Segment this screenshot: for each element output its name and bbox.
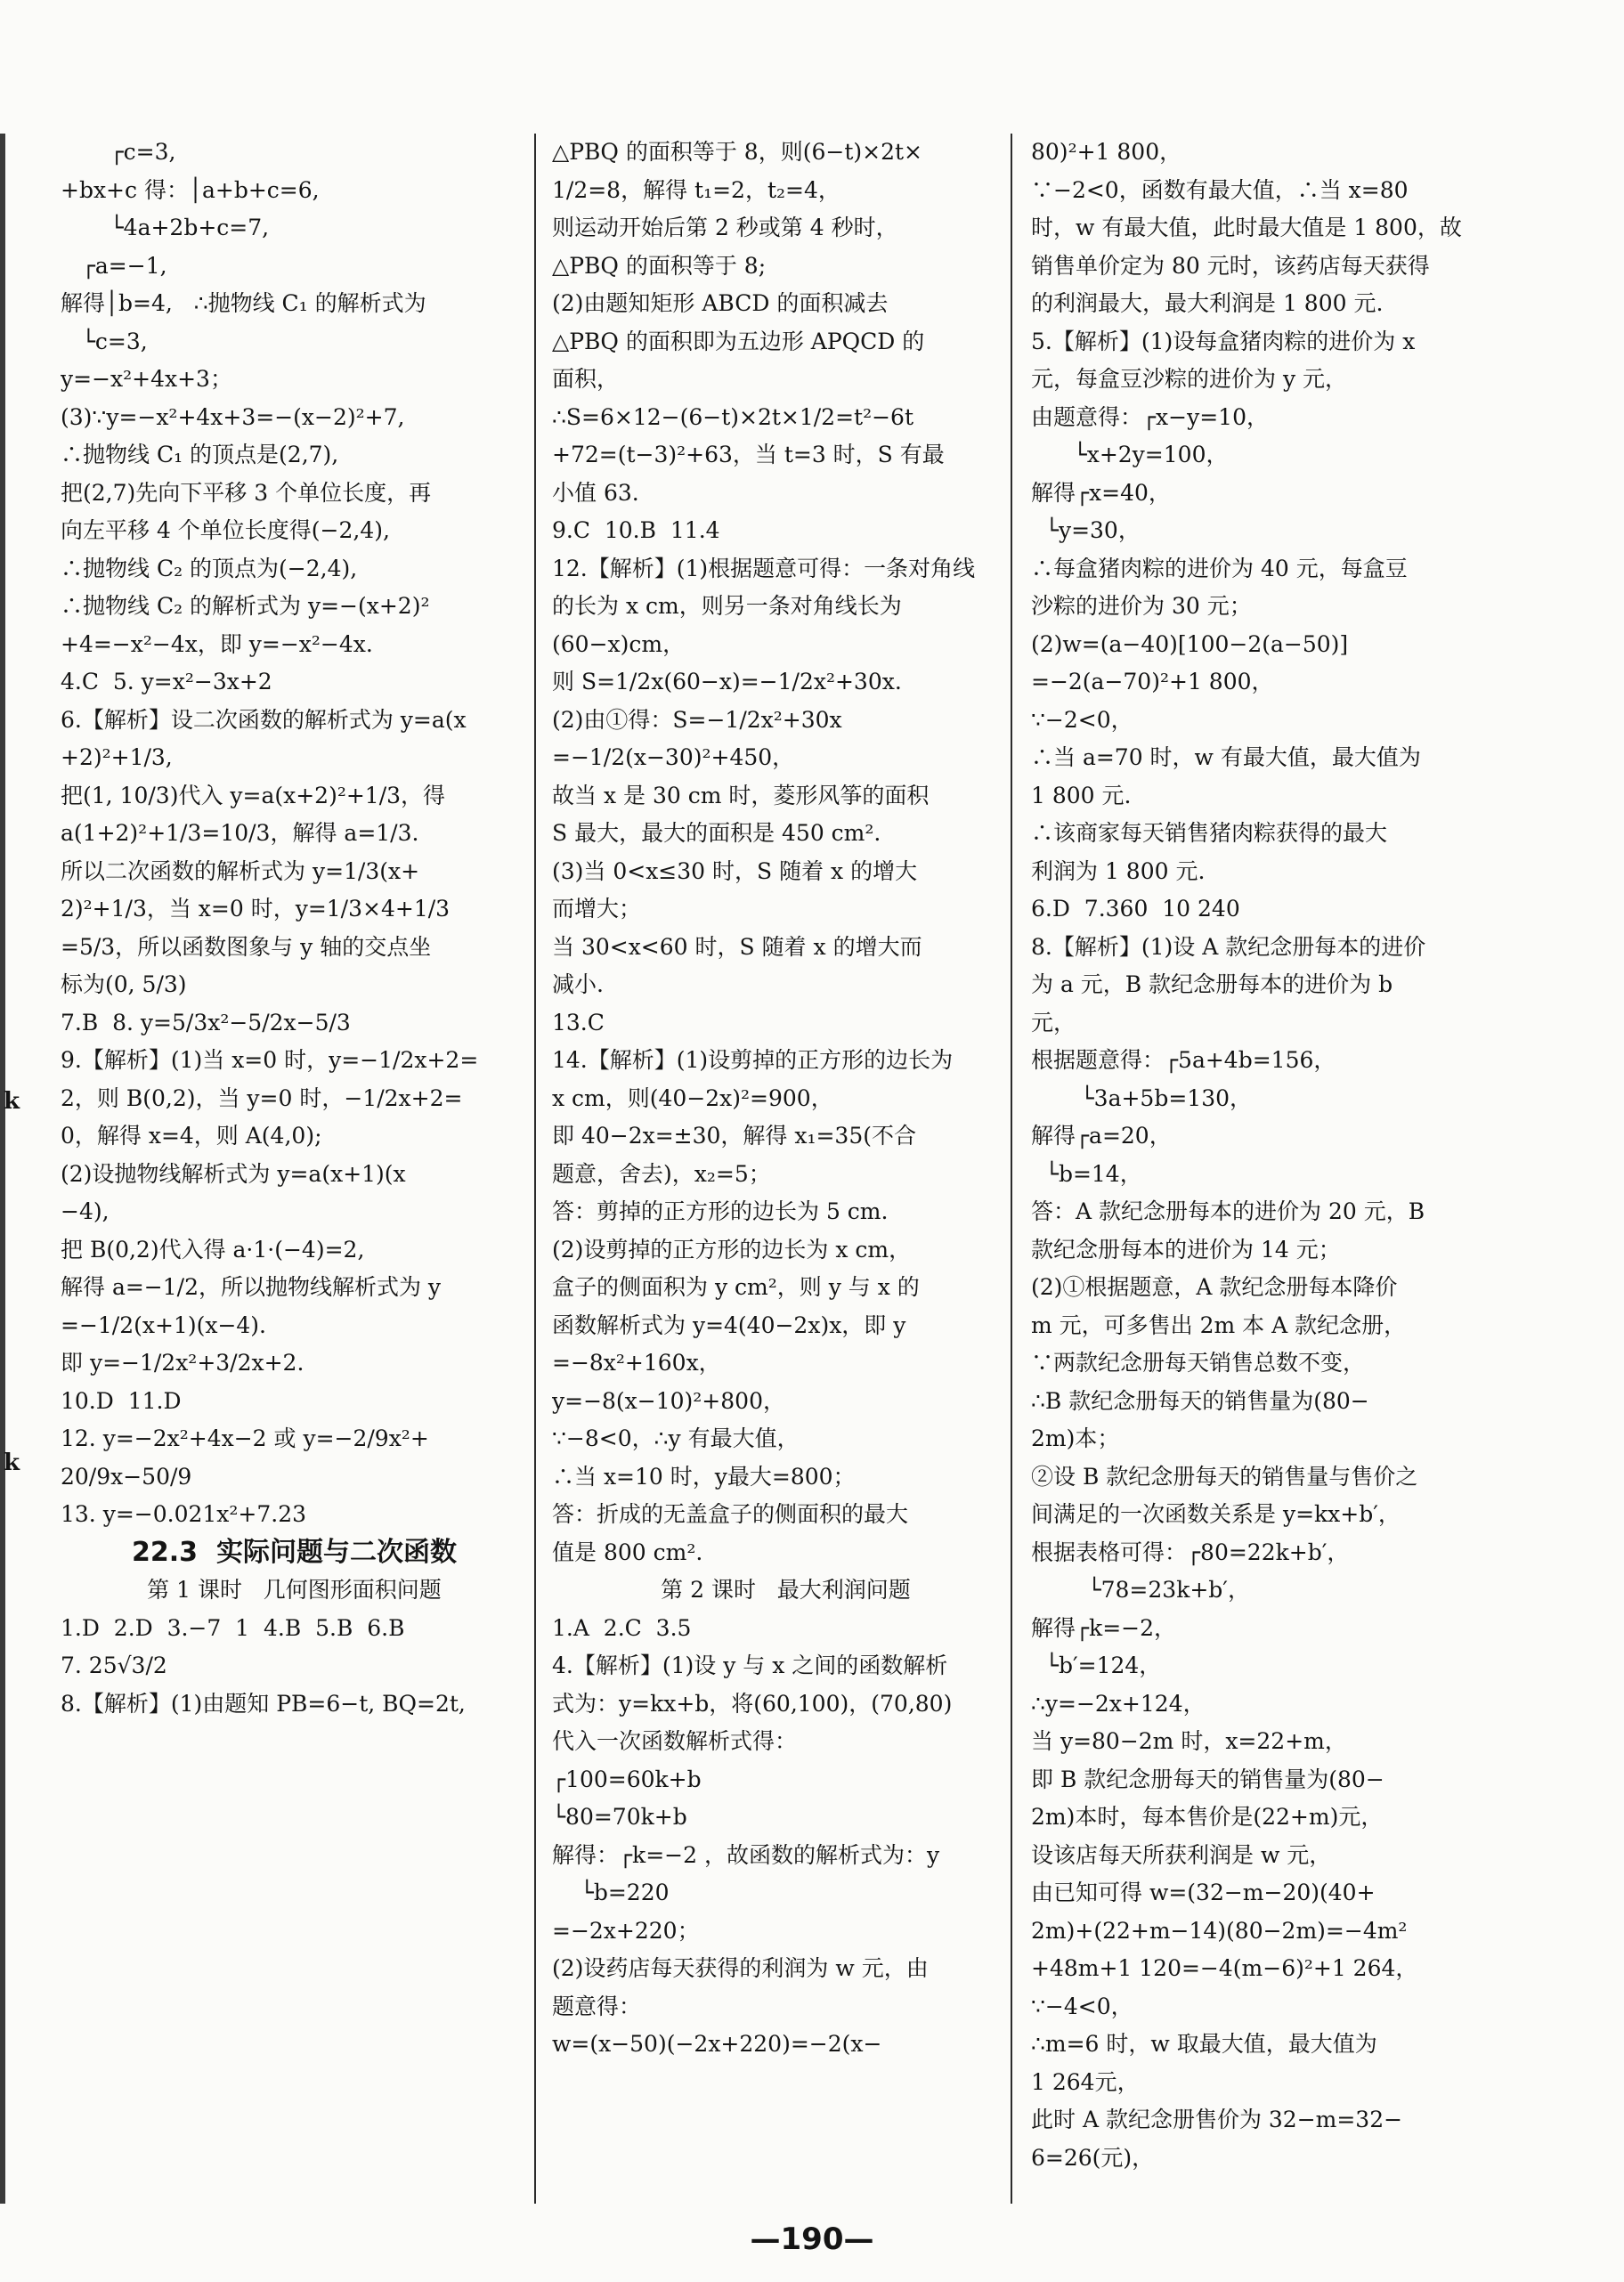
text-line: ∵−4<0，	[1031, 1993, 1133, 2019]
text-line: (2)设抛物线解析式为 y=a(x+1)(x	[61, 1160, 406, 1187]
text-line: ②设 B 款纪念册每天的销售量与售价之	[1031, 1463, 1418, 1490]
text-line: 间满足的一次函数关系是 y=kx+b′，	[1031, 1501, 1401, 1527]
text-line: └b=220	[552, 1880, 670, 1905]
text-line: ∵−2<0，函数有最大值，∴当 x=80	[1031, 176, 1409, 203]
text-line: 1.D 2.D 3.−7 1 4.B 5.B 6.B	[61, 1614, 405, 1641]
text-line: 2m)本；	[1031, 1425, 1120, 1451]
text-line: 式为：y=kx+b，将(60,100)，(70,80)	[552, 1690, 953, 1717]
text-line: └c=3,	[61, 328, 148, 354]
text-line: 1/2=8，解得 t₁=2，t₂=4，	[552, 176, 840, 203]
text-line: +2)²+1/3,	[61, 744, 173, 770]
text-line: 0，解得 x=4，则 A(4,0);	[61, 1123, 322, 1149]
text-line: 解得┌k=−2，	[1031, 1614, 1177, 1641]
text-line: △PBQ 的面积等于 8;	[552, 252, 767, 279]
text-column-middle	[552, 134, 1019, 2064]
text-line: └78=23k+b′，	[1031, 1577, 1250, 1603]
text-line: 8.【解析】(1)由题知 PB=6−t, BQ=2t,	[61, 1690, 466, 1717]
text-line: 1.A 2.C 3.5	[552, 1614, 692, 1641]
text-line: 14.【解析】(1)设剪掉的正方形的边长为	[552, 1047, 954, 1073]
text-line: ∴抛物线 C₂ 的解析式为 y=−(x+2)²	[61, 593, 430, 619]
text-line: 为 a 元，B 款纪念册每本的进价为 b	[1031, 971, 1393, 997]
text-line: 解得│b=4, ∴抛物线 C₁ 的解析式为	[61, 290, 426, 316]
text-line: =−1/2(x+1)(x−4).	[61, 1312, 266, 1338]
text-line: 标为(0, 5/3)	[61, 971, 187, 997]
text-line: └3a+5b=130，	[1031, 1084, 1253, 1111]
text-line: 当 y=80−2m 时，x=22+m，	[1031, 1728, 1347, 1754]
text-line: +72=(t−3)²+63，当 t=3 时，S 有最	[552, 442, 945, 467]
text-line: 80)²+1 800，	[1031, 139, 1182, 165]
text-line: 6.【解析】设二次函数的解析式为 y=a(x	[61, 706, 467, 733]
text-line: 2)²+1/3，当 x=0 时，y=1/3×4+1/3	[61, 896, 451, 922]
text-column-left	[61, 134, 528, 1723]
text-line: ┌100=60k+b	[552, 1766, 702, 1792]
text-line: 设该店每天所获利润是 w 元，	[1031, 1841, 1332, 1868]
text-line: 9.C 10.B 11.4	[552, 517, 720, 543]
text-line: ∴每盒猪肉粽的进价为 40 元，每盒豆	[1031, 555, 1408, 581]
binding-edge	[0, 134, 5, 2204]
text-line: 即 40−2x=±30，解得 x₁=35(不合	[552, 1123, 916, 1149]
text-line: 解得┌a=20，	[1031, 1123, 1172, 1149]
text-line: 答：折成的无盖盒子的侧面积的最大	[552, 1501, 909, 1527]
text-line: ∵两款纪念册每天销售总数不变，	[1031, 1350, 1366, 1376]
column-divider	[534, 134, 536, 2204]
text-line: 解得：┌k=−2 ，故函数的解析式为：y	[552, 1841, 940, 1868]
text-line: └y=30，	[1031, 517, 1141, 543]
text-line: 利润为 1 800 元.	[1031, 857, 1206, 884]
text-line: 此时 A 款纪念册售价为 32−m=32−	[1031, 2107, 1403, 2132]
text-line: S 最大，最大的面积是 450 cm².	[552, 820, 881, 846]
text-line: ∴B 款纪念册每天的销售量为(80−	[1031, 1387, 1369, 1414]
text-line: 13. y=−0.021x²+7.23	[61, 1501, 307, 1527]
text-line: △PBQ 的面积等于 8，则(6−t)×2t×	[552, 139, 922, 165]
text-line: 把 B(0,2)代入得 a·1·(−4)=2,	[61, 1236, 365, 1263]
text-line: 2m)+(22+m−14)(80−2m)=−4m²	[1031, 1917, 1408, 1944]
text-line: 5.【解析】(1)设每盒猪肉粽的进价为 x	[1031, 328, 1416, 354]
text-line: 4.C 5. y=x²−3x+2	[61, 669, 272, 694]
text-line: 2m)本时，每本售价是(22+m)元，	[1031, 1804, 1384, 1830]
text-line: 即 B 款纪念册每天的销售量为(80−	[1031, 1766, 1384, 1792]
text-line: +bx+c 得：│a+b+c=6,	[61, 176, 320, 203]
text-line: 12. y=−2x²+4x−2 或 y=−2/9x²+	[61, 1425, 429, 1451]
text-line: y=−8(x−10)²+800，	[552, 1387, 785, 1414]
text-line: (2)①根据题意，A 款纪念册每本降价	[1031, 1274, 1398, 1300]
text-line: 把(2,7)先向下平移 3 个单位长度，再	[61, 479, 432, 506]
text-line: 题意得：	[552, 1993, 642, 2019]
margin-mark: k	[4, 1450, 20, 1476]
text-line: (2)设药店每天获得的利润为 w 元，由	[552, 1955, 929, 1981]
text-line: △PBQ 的面积即为五边形 APQCD 的	[552, 328, 925, 354]
text-line: 元，	[1031, 1009, 1076, 1035]
text-line: 第 1 课时 几何图形面积问题	[147, 1577, 442, 1603]
text-line: 答：A 款纪念册每本的进价为 20 元，B	[1031, 1198, 1425, 1224]
text-line: 13.C	[552, 1009, 605, 1035]
text-line: 所以二次函数的解析式为 y=1/3(x+	[61, 857, 420, 884]
text-line: 把(1, 10/3)代入 y=a(x+2)²+1/3，得	[61, 782, 446, 808]
text-line: 第 2 课时 最大利润问题	[661, 1577, 911, 1603]
text-line: 答：剪掉的正方形的边长为 5 cm.	[552, 1198, 889, 1224]
text-line: 面积，	[552, 366, 620, 392]
text-line: (3)当 0<x≤30 时，S 随着 x 的增大	[552, 857, 918, 884]
text-line: ∴该商家每天销售猪肉粽获得的最大	[1031, 820, 1388, 846]
text-line: 由已知可得 w=(32−m−20)(40+	[1031, 1880, 1376, 1905]
text-line: 7. 25√3/2	[61, 1653, 167, 1678]
text-line: ∵−8<0，∴y 有最大值，	[552, 1425, 800, 1451]
text-line: +4=−x²−4x，即 y=−x²−4x.	[61, 630, 373, 657]
text-line: 根据题意得：┌5a+4b=156，	[1031, 1047, 1336, 1073]
text-line: 4.【解析】(1)设 y 与 x 之间的函数解析	[552, 1653, 948, 1678]
text-line: 当 30<x<60 时，S 随着 x 的增大而	[552, 933, 922, 960]
text-line: 题意，舍去)，x₂=5；	[552, 1160, 771, 1187]
text-line: (2)由题知矩形 ABCD 的面积减去	[552, 290, 889, 316]
text-line: x cm，则(40−2x)²=900，	[552, 1084, 833, 1111]
text-line: ∴当 a=70 时，w 有最大值，最大值为	[1031, 744, 1421, 770]
margin-mark: k	[4, 1088, 20, 1115]
text-line: 代入一次函数解析式得：	[552, 1728, 798, 1754]
text-line: 1 800 元.	[1031, 782, 1132, 808]
text-line: 而增大；	[552, 896, 642, 922]
text-line: └b=14，	[1031, 1160, 1142, 1187]
text-line: 9.【解析】(1)当 x=0 时，y=−1/2x+2=	[61, 1047, 479, 1073]
text-line: 解得┌x=40，	[1031, 479, 1171, 506]
text-line: ┌a=−1,	[61, 252, 167, 279]
text-line: 6=26(元)，	[1031, 2144, 1155, 2171]
text-line: +48m+1 120=−4(m−6)²+1 264，	[1031, 1955, 1418, 1981]
text-line: 则 S=1/2x(60−x)=−1/2x²+30x.	[552, 669, 902, 694]
text-line: y=−x²+4x+3；	[61, 366, 232, 392]
text-line: m 元，可多售出 2m 本 A 款纪念册，	[1031, 1312, 1407, 1338]
text-line: └80=70k+b	[552, 1804, 687, 1830]
text-line: ∴当 x=10 时，y最大=800；	[552, 1463, 856, 1490]
text-line: 函数解析式为 y=4(40−2x)x，即 y	[552, 1312, 906, 1338]
text-line: 6.D 7.360 10 240	[1031, 896, 1240, 922]
text-line: 向左平移 4 个单位长度得(−2,4),	[61, 517, 390, 543]
text-column-right	[1031, 134, 1498, 2177]
text-line: (2)设剪掉的正方形的边长为 x cm，	[552, 1236, 912, 1263]
text-line: 的长为 x cm，则另一条对角线长为	[552, 593, 902, 619]
text-line: 减小.	[552, 971, 604, 997]
text-line: ∴m=6 时，w 取最大值，最大值为	[1031, 2031, 1377, 2057]
text-line: 小值 63.	[552, 479, 639, 506]
text-line: a(1+2)²+1/3=10/3，解得 a=1/3.	[61, 820, 419, 846]
text-line: 8.【解析】(1)设 A 款纪念册每本的进价	[1031, 933, 1426, 960]
text-line: 即 y=−1/2x²+3/2x+2.	[61, 1350, 304, 1376]
text-line: =−2(a−70)²+1 800，	[1031, 669, 1274, 694]
text-line: 故当 x 是 30 cm 时，菱形风筝的面积	[552, 782, 930, 808]
text-line: 元，每盒豆沙粽的进价为 y 元，	[1031, 366, 1348, 392]
text-line: ∴抛物线 C₁ 的顶点是(2,7),	[61, 442, 339, 467]
text-line: 10.D 11.D	[61, 1387, 182, 1414]
text-line: 由题意得：┌x−y=10，	[1031, 403, 1269, 430]
text-line: ∴抛物线 C₂ 的顶点为(−2,4),	[61, 555, 358, 581]
text-line: (3)∵y=−x²+4x+3=−(x−2)²+7,	[61, 403, 405, 430]
text-line: 20/9x−50/9	[61, 1463, 192, 1490]
text-line: 1 264元，	[1031, 2068, 1140, 2095]
text-line: 22.3 实际问题与二次函数	[132, 1536, 457, 1568]
text-line: 值是 800 cm².	[552, 1539, 703, 1565]
text-line: 7.B 8. y=5/3x²−5/2x−5/3	[61, 1009, 351, 1035]
text-line: 12.【解析】(1)根据题意可得：一条对角线	[552, 555, 976, 581]
text-line: =−1/2(x−30)²+450，	[552, 744, 795, 770]
text-line: =−8x²+160x，	[552, 1350, 721, 1376]
page-number: —190—	[750, 2221, 874, 2257]
text-line: ∵−2<0，	[1031, 706, 1133, 733]
text-line: └b′=124，	[1031, 1653, 1162, 1678]
text-line: −4),	[61, 1198, 110, 1224]
text-line: (2)w=(a−40)[100−2(a−50)]	[1031, 630, 1349, 657]
text-line: └x+2y=100，	[1031, 442, 1229, 467]
text-line: 沙粽的进价为 30 元；	[1031, 593, 1252, 619]
text-line: =−2x+220；	[552, 1917, 700, 1944]
text-line: (2)由①得：S=−1/2x²+30x	[552, 706, 842, 733]
text-line: 2，则 B(0,2)，当 y=0 时，−1/2x+2=	[61, 1084, 463, 1111]
text-line: 盒子的侧面积为 y cm²，则 y 与 x 的	[552, 1274, 920, 1300]
text-line: 的利润最大，最大利润是 1 800 元.	[1031, 290, 1384, 316]
text-line: (60−x)cm，	[552, 630, 686, 657]
text-line: =5/3，所以函数图象与 y 轴的交点坐	[61, 933, 432, 960]
text-line: ∴S=6×12−(6−t)×2t×1/2=t²−6t	[552, 403, 914, 430]
text-line: 款纪念册每本的进价为 14 元；	[1031, 1236, 1341, 1263]
text-line: 则运动开始后第 2 秒或第 4 秒时，	[552, 215, 898, 240]
text-line: ┌c=3,	[61, 139, 176, 165]
text-line: 根据表格可得：┌80=22k+b′，	[1031, 1539, 1350, 1565]
text-line: 时，w 有最大值，此时最大值是 1 800，故	[1031, 215, 1462, 240]
text-line: 解得 a=−1/2，所以抛物线解析式为 y	[61, 1274, 442, 1300]
text-line: ∴y=−2x+124，	[1031, 1690, 1206, 1717]
text-line: 销售单价定为 80 元时，该药店每天获得	[1031, 252, 1430, 279]
text-line: w=(x−50)(−2x+220)=−2(x−	[552, 2031, 882, 2057]
text-line: └4a+2b+c=7,	[61, 215, 270, 240]
